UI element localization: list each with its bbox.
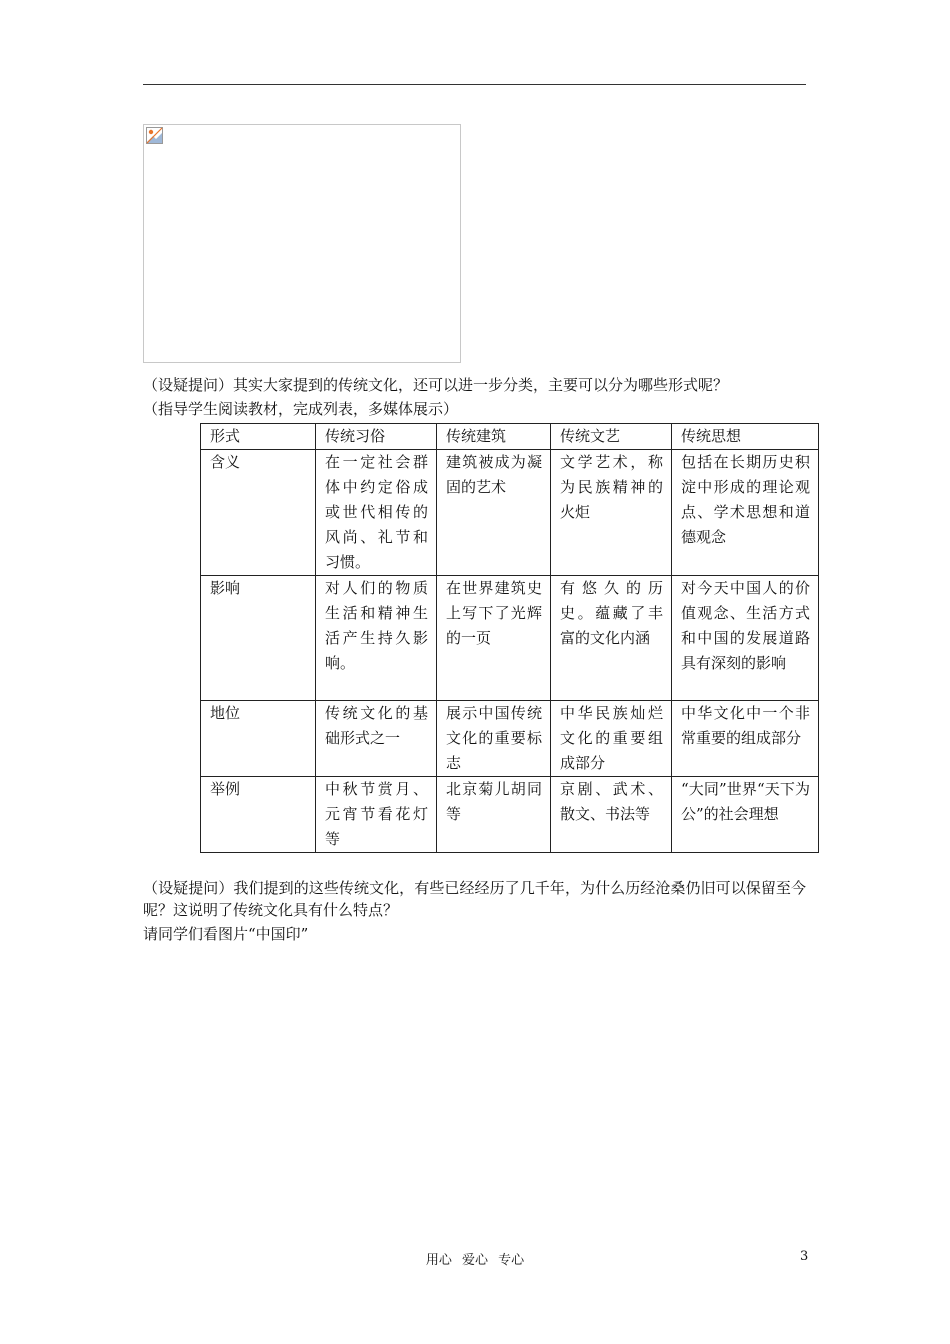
table-cell: 地位 xyxy=(201,701,316,777)
table-cell: 中秋节赏月、元宵节看花灯等 xyxy=(316,777,437,853)
table-cell: 对人们的物质生活和精神生活产生持久影响。 xyxy=(316,576,437,701)
table-row xyxy=(201,576,819,701)
table-header-cell: 传统习俗 xyxy=(316,424,437,450)
instruction-paragraph-1: （指导学生阅读教材，完成列表，多媒体展示） xyxy=(143,400,459,418)
table-cell: 京剧、武术、散文、书法等 xyxy=(551,777,672,853)
table-cell: 展示中国传统文化的重要标志 xyxy=(437,701,551,777)
page-footer: 用心 爱心 专心 xyxy=(425,1253,525,1268)
table-row xyxy=(201,450,819,576)
table-header-cell: 传统建筑 xyxy=(437,424,551,450)
table-cell: 中华文化中一个非常重要的组成部分 xyxy=(672,701,819,777)
question-paragraph-1: （设疑提问）其实大家提到的传统文化，还可以进一步分类，主要可以分为哪些形式呢？ xyxy=(143,376,729,394)
instruction-paragraph-2: 请同学们看图片“中国印” xyxy=(143,925,309,943)
table-cell: 对今天中国人的价值观念、生活方式和中国的发展道路具有深刻的影响 xyxy=(672,576,819,701)
table-header-row xyxy=(201,424,819,450)
header-rule xyxy=(143,84,806,85)
table-cell: 包括在长期历史积淀中形成的理论观点、学术思想和道德观念 xyxy=(672,450,819,576)
table-row xyxy=(201,777,819,853)
table-cell: 中华民族灿烂文化的重要组成部分 xyxy=(551,701,672,777)
table-cell: 在一定社会群体中约定俗成或世代相传的风尚、礼节和习惯。 xyxy=(316,450,437,576)
table-row xyxy=(201,701,819,777)
table-cell: 文学艺术，称为民族精神的火炬 xyxy=(551,450,672,576)
image-placeholder xyxy=(143,124,461,363)
page-number: 3 xyxy=(800,1249,809,1264)
table-cell: 建筑被成为凝固的艺术 xyxy=(437,450,551,576)
table-cell: 举例 xyxy=(201,777,316,853)
table-cell: 在世界建筑史上写下了光辉的一页 xyxy=(437,576,551,701)
table-cell: 含义 xyxy=(201,450,316,576)
table-cell: 影响 xyxy=(201,576,316,701)
table-cell: 有悠久的历史。蕴藏了丰富的文化内涵 xyxy=(551,576,672,701)
question-paragraph-2: （设疑提问）我们提到的这些传统文化，有些已经经历了几千年，为什么历经沧桑仍旧可以保留至今呢？这说明了传统文化具有什么特点？ xyxy=(143,879,806,919)
table-header-cell: 传统文艺 xyxy=(551,424,672,450)
table-cell: 传统文化的基础形式之一 xyxy=(316,701,437,777)
table-header-cell: 形式 xyxy=(201,424,316,450)
table-header-cell: 传统思想 xyxy=(672,424,819,450)
broken-image-icon xyxy=(146,127,163,144)
table-cell: “大同”世界“天下为公”的社会理想 xyxy=(672,777,819,853)
table-cell: 北京菊儿胡同等 xyxy=(437,777,551,853)
culture-forms-table xyxy=(200,423,819,853)
